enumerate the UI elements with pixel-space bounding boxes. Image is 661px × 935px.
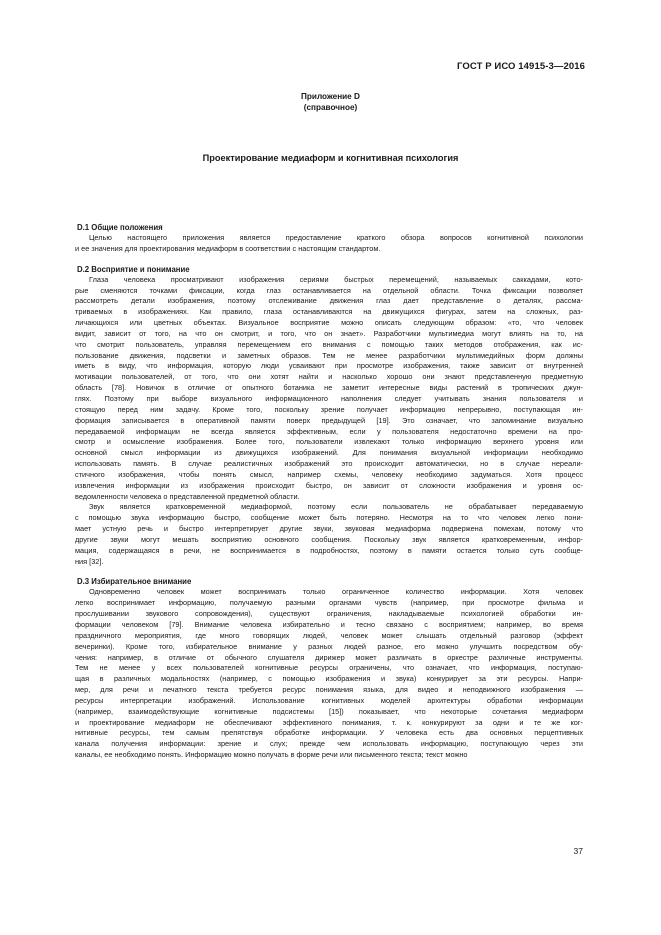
text-line: триваемых в изображениях. Как правило, глаза останавливаются на движущихся фигурах, затем на сложных, раз- (75, 307, 583, 317)
text-line: видит, зависит от того, на что он смотрит, и того, что он знает». Разработчики мультимедиа могут влиять на то, на (75, 328, 583, 338)
section-gap (75, 255, 583, 259)
paragraph (75, 233, 583, 255)
text-line: формация записывается в оперативной памяти поверх предыдущей [19]. Это означает, что запоминание визуально (75, 415, 583, 425)
text-line: праздничного мероприятия, где много говорящих людей, человек может слышать отдельный разговор (эффект (75, 630, 583, 640)
text-line: мает устную речь и быстро интерпретирует другие звуки, звуковая медиаформа подвержена помехам, потому что (75, 524, 583, 534)
text-line: использовать память. В случае реалистичных изображений это происходит автоматически, но в случае нереали- (75, 459, 583, 469)
text-line: с помощью звука информацию быстро, сообщение может быть потеряно. Несмотря на то что человек легко пони- (75, 513, 583, 523)
text-line: основной смысл информации из движущихся изображений. Для понимания визуальной информации необходимо (75, 448, 583, 458)
text-line: канала получения информации: зрение и слух; прежде чем использовать информацию, поступающую через эти (75, 739, 583, 749)
text-line: каналы, ее необходимо понять. Информацию можно получать в форме речи или письменного текста; текст можно (75, 750, 468, 760)
text-line: Глаза человека просматривают изображения сериями быстрых перемещений, называемых саккадами, кото- (89, 274, 583, 284)
text-line: нитивные ресурсы, тем самым препятствуя обработке информации. У человека есть два основных перцептивных (75, 728, 583, 738)
text-line: рассмотреть детали изображения, поэтому отслеживание движения глаз дает представление о деталях, рассма- (75, 296, 583, 306)
text-line: личающихся или цветных объектах. Визуальное восприятие можно описать следующим образом: «то, что человек (75, 318, 583, 328)
text-line: Одновременно человек может воспринимать только ограниченное количество информации. Хотя человек (89, 587, 583, 597)
text-line: ния [32]. (75, 556, 104, 566)
annex-type: (справочное) (303, 103, 358, 112)
text-line: формации человеком [79]. Внимание человека избирательно и тесно связано с восприятием; например, во время (75, 620, 583, 629)
text-line: область [78]. Новичок в отличие от опытного ботаника не заметит интересные виды растений в тропических джун- (75, 383, 583, 393)
text-line: рые сменяются точками фиксации, когда глаз останавливается на отдельной области. Точка фиксации позволяет (75, 285, 583, 295)
section-gap (75, 567, 583, 571)
section-heading: D.1 Общие положения (77, 223, 163, 232)
text-line: мотивации пользователей, от того, что они хотят найти и насколько хорошо они знают представленную предметную (75, 372, 583, 382)
text-line: мация, содержащаяся в речи, не воспринимается в подробностях, поэтому в памяти остается только суть сообще- (75, 545, 583, 555)
text-line: прослушивании звукового сопровождения), существуют ограничения, накладываемые психологией обработки ин- (75, 609, 583, 619)
text-line: Звук является кратковременной медиаформой, поэтому если пользователь не обрабатывает передаваемую (89, 502, 583, 512)
text-line: мер, для речи и печатного текста требуется ресурс понимания языка, для видео и неподвижного изображения — (75, 685, 583, 695)
text-line: Целью настоящего приложения является предоставление краткого обзора вопросов когнитивной психологии (89, 233, 583, 242)
document-body (75, 222, 583, 765)
standard-designation: ГОСТ Р ИСО 14915-3—2016 (457, 61, 585, 72)
paragraph (75, 502, 583, 567)
text-line: Тем не менее у всех пользователей когнитивные ресурсы ограничены, что означает, что информация, поступаю- (75, 663, 583, 673)
text-line: вечеринки). Кроме того, избирательное внимание у разных людей разное, его можно улучшить посредством обу- (75, 641, 583, 651)
text-line: пользование движения, подсветки и заметных образов. Тем не менее разработчики мультимедийных форм должны (75, 350, 583, 360)
text-line: ведомленности человека о представленной предметной области. (75, 491, 300, 501)
section-heading: D.2 Восприятие и понимание (77, 264, 190, 274)
paragraph (75, 275, 583, 503)
text-line: передаваемой информации не всегда является эффективным, если у пользователя недостаточно времени на про- (75, 426, 583, 436)
text-line: и ее значения для проектирования медиаформ в соответствии с настоящим стандартом. (75, 243, 381, 253)
text-line: ресурсы интерпретации изображений. Использование когнитивных моделей архитектуры обработки информации (75, 695, 583, 705)
text-line: стичного изображения, чтобы понять смысл, например схемы, человеку необходимо задуматься. Хотя процесс (75, 469, 583, 479)
page-number: 37 (573, 846, 583, 856)
section-gap (75, 761, 583, 765)
text-line: легко воспринимает информацию, получаемую разными органами чувств (например, при просмотре фильма и (75, 598, 583, 608)
text-line: (например, взаимодействующие когнитивные подсистемы [15]) показывает, что некоторые сочетания медиаформ (75, 706, 583, 716)
text-line: что смотрит пользователь, управляя перемещением его внимания с помощью таких методов отображения, как ис- (75, 339, 583, 349)
text-line: извлечения информации из изображения происходит быстро, он зависит от сложности изображения и уровня ос- (75, 480, 583, 490)
text-line: щая в различных модальностях (например, с помощью изображения и звука) конкурирует за эти ресурсы. Напри- (75, 674, 583, 684)
annex-name: Приложение D (301, 92, 360, 101)
section-heading: D.3 Избирательное внимание (77, 577, 192, 587)
text-line: иметь в виду, что информация, которую люди усваивают при просмотре изображения, также зависит от внутренней (75, 361, 583, 371)
text-line: другие звуки могут мешать восприятию основного сообщения. Поскольку звук является кратковременным, инфор- (75, 534, 583, 544)
text-line: глях. Поэтому при выборе визуального информационного наполнения следует учитывать знания пользователя и (75, 393, 583, 403)
text-line: стоящую перед ним задачу. Кроме того, поскольку зрение получает информацию непрерывно, поступающая ин- (75, 404, 583, 414)
paragraph (75, 587, 583, 761)
text-line: смотр и осмысление изображения. Более того, пользователи извлекают только информацию верхнего уровня или (75, 437, 583, 447)
annex-title: Проектирование медиаформ и когнитивная психология (202, 153, 459, 163)
text-line: чения: например, в отличие от обычного слушателя дирижер может различать в оркестре различные инструменты. (75, 652, 583, 662)
text-line: и проектирование медиаформ не обеспечивают эффективного понимания, т. к. конкурируют за одни и те же ког- (75, 717, 583, 727)
